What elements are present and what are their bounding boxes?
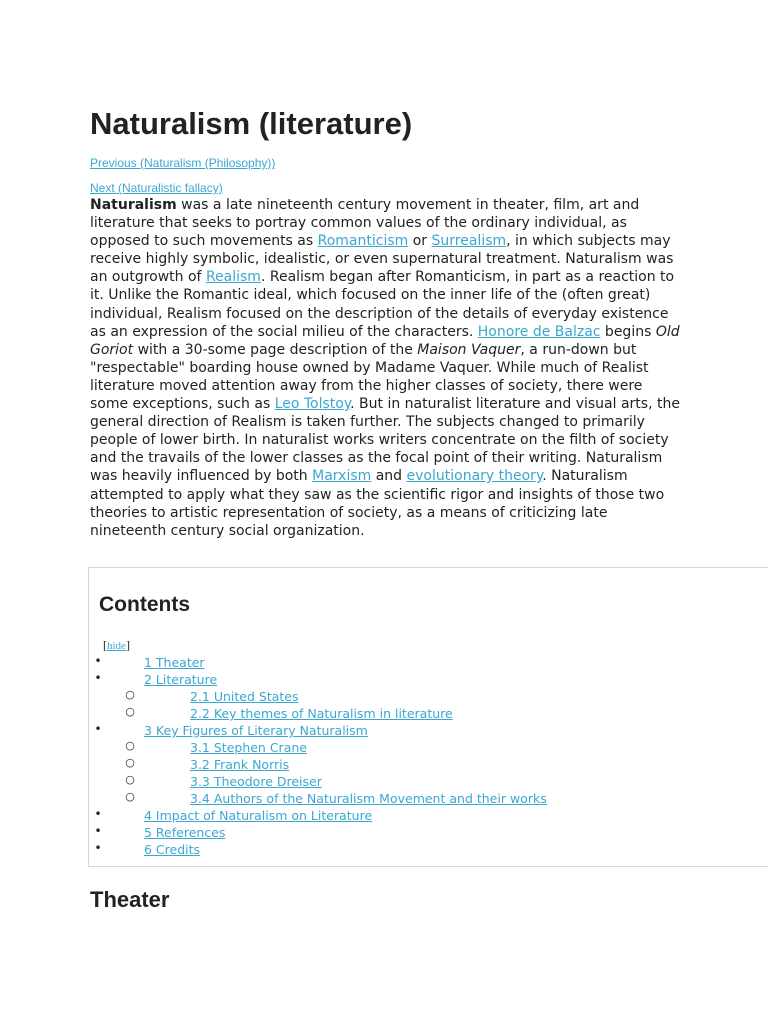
article-term: Naturalism <box>90 197 177 213</box>
circle-bullet-icon: ○ <box>125 705 135 718</box>
toc-entry[interactable]: 2.1 United States <box>190 689 299 704</box>
circle-bullet-icon: ○ <box>125 756 135 769</box>
circle-bullet-icon: ○ <box>125 739 135 752</box>
toc-entry[interactable]: 3.4 Authors of the Naturalism Movement and their works <box>190 791 547 806</box>
toc-entry[interactable]: 1 Theater <box>144 655 205 670</box>
section-heading-theater: Theater <box>90 887 170 912</box>
toc-entry[interactable]: 4 Impact of Naturalism on Literature <box>144 808 373 823</box>
disc-bullet-icon: • <box>94 654 102 668</box>
article-text: . Realism began after Romanticism, in part as a reaction to it. Unlike the Romantic ideal, which focused on the inner life of the (often great) individual, Realism focused on the description of the details of everyday existence as an expression of the social milieu of the characters. <box>90 269 675 340</box>
article-text: . Naturalism attempted to apply what they saw as the scientific rigor and insights of those two theories to artistic representation of society, as a means of criticizing late nineteenth century social organization. <box>90 468 665 539</box>
toc-entry[interactable]: 3.2 Frank Norris <box>190 757 290 772</box>
toc-hide-link[interactable]: hide <box>107 640 126 652</box>
article-text: . But in naturalist literature and visual arts, the general direction of Realism is taken further. The subjects changed to primarily people of lower birth. In naturalist works writers concentrate on the filth of society and the travails of the lower classes as the focal point of their writing. Naturalism was heavily influenced by both <box>90 396 680 485</box>
toc-entry[interactable]: 3.1 Stephen Crane <box>190 740 307 755</box>
toc-toggle-bracket: ] <box>125 638 130 652</box>
article-text: with a 30-some page description of the <box>133 341 418 358</box>
evolutionary-theory-link[interactable]: evolutionary theory <box>406 468 543 485</box>
article-text: , in which subjects may receive highly symbolic, idealistic, or even supernatural treatment. Naturalism was an outgrowth of <box>90 233 674 286</box>
maison-vaquer-title: Maison Vaquer <box>417 341 521 358</box>
previous-article-link[interactable]: Previous (Naturalism (Philosophy)) <box>90 156 276 170</box>
article-text: , a run-down but "respectable" boarding house owned by Madame Vaquer. While much of Realist literature moved attention away from the higher classes of society, there were some exceptions, such as <box>90 341 649 413</box>
toc-title: Contents <box>99 593 190 616</box>
toc-entry[interactable]: 3.3 Theodore Dreiser <box>190 774 322 789</box>
toc-entry[interactable]: 3 Key Figures of Literary Naturalism <box>144 723 368 738</box>
surrealism-link[interactable]: Surrealism <box>431 233 507 250</box>
toc-toggle <box>103 638 130 653</box>
leo-tolstoy-link[interactable]: Leo Tolstoy <box>274 396 351 413</box>
next-article-link[interactable]: Next (Naturalistic fallacy) <box>90 181 223 195</box>
article-text: or <box>408 233 432 250</box>
marxism-link[interactable]: Marxism <box>312 468 372 485</box>
article-text: was a late nineteenth century movement in theater, film, art and literature that seeks to portray common values of the ordinary individual, as opposed to such movements as <box>90 197 640 250</box>
disc-bullet-icon: • <box>94 671 102 685</box>
disc-bullet-icon: • <box>94 722 102 736</box>
table-of-contents <box>88 567 768 867</box>
article-text: and <box>371 468 407 485</box>
page-title: Naturalism (literature) <box>90 106 413 141</box>
romanticism-link[interactable]: Romanticism <box>317 233 409 250</box>
realism-link[interactable]: Realism <box>205 269 261 286</box>
disc-bullet-icon: • <box>94 841 102 855</box>
circle-bullet-icon: ○ <box>125 773 135 786</box>
toc-entry[interactable]: 6 Credits <box>144 842 201 857</box>
honore-de-balzac-link[interactable]: Honore de Balzac <box>477 323 601 340</box>
toc-entry[interactable]: 5 References <box>144 825 226 840</box>
disc-bullet-icon: • <box>94 824 102 838</box>
disc-bullet-icon: • <box>94 807 102 821</box>
toc-entry[interactable]: 2.2 Key themes of Naturalism in literature <box>190 706 453 721</box>
toc-toggle-bracket: [ <box>103 638 107 652</box>
old-goriot-title: Old Goriot <box>90 323 680 358</box>
circle-bullet-icon: ○ <box>125 688 135 701</box>
toc-entry[interactable]: 2 Literature <box>144 672 218 687</box>
circle-bullet-icon: ○ <box>125 790 135 803</box>
article-intro-paragraph <box>90 196 680 540</box>
article-text: begins <box>600 323 656 340</box>
